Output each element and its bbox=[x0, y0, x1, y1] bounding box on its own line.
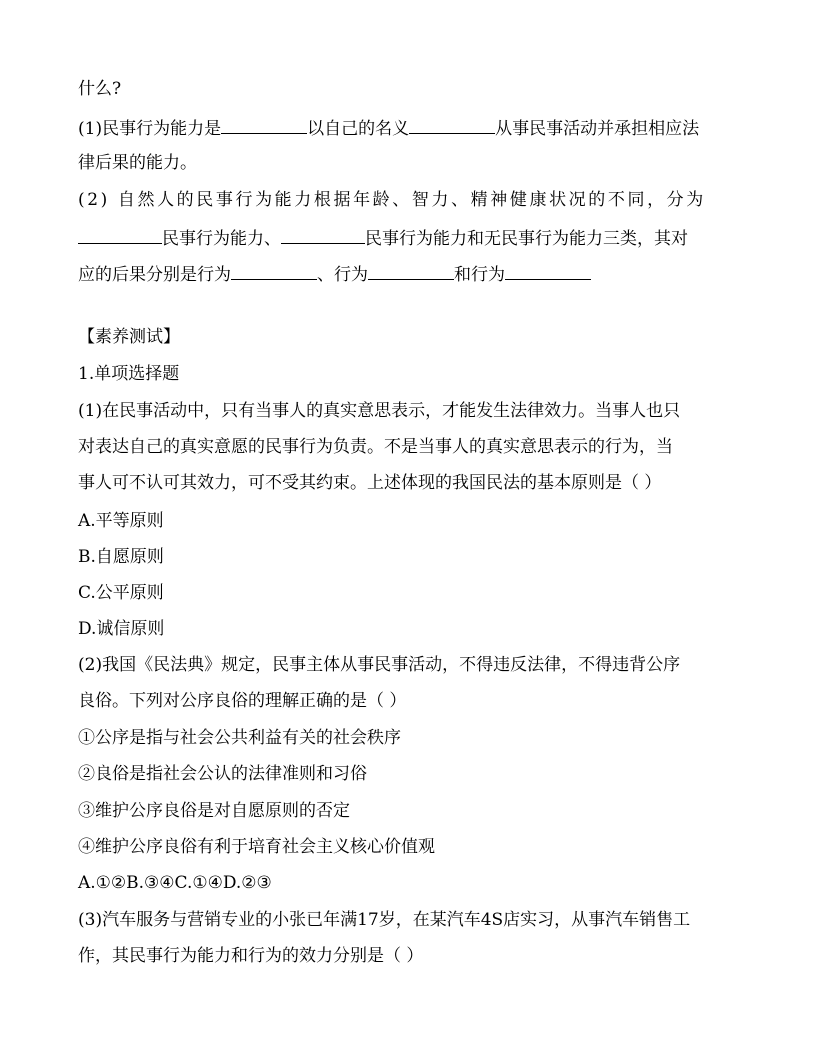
text: (1)在民事活动中，只有当事人的真实意思表示，才能发生法律效力。当事人也只 bbox=[78, 401, 681, 421]
text: 【素养测试】 bbox=[78, 327, 180, 347]
q3-line-2 bbox=[78, 945, 742, 967]
text: 从事民事活动并承担相应法 bbox=[495, 119, 700, 139]
q2-item-1 bbox=[78, 727, 742, 749]
question-2-line-1 bbox=[78, 189, 742, 211]
text: ④维护公序良俗有利于培育社会主义核心价值观 bbox=[78, 837, 435, 857]
q1-option-c bbox=[78, 582, 742, 604]
fill-blank bbox=[231, 262, 317, 280]
text: (2)我国《民法典》规定，民事主体从事民事活动，不得违反法律，不得违背公序 bbox=[78, 655, 681, 675]
text: ①公序是指与社会公共利益有关的社会秩序 bbox=[78, 728, 401, 748]
q1-option-a bbox=[78, 510, 742, 532]
q2-options bbox=[78, 872, 742, 894]
section-title bbox=[78, 326, 742, 348]
text: (2) 自然人的民事行为能力根据年龄、智力、精神健康状况的不同，分为 bbox=[78, 190, 706, 210]
q2-item-4 bbox=[78, 836, 742, 858]
text: 、行为 bbox=[317, 265, 368, 285]
text-line bbox=[78, 78, 742, 100]
text: 民事行为能力、 bbox=[162, 229, 281, 249]
fill-blank bbox=[505, 262, 591, 280]
text: 1.单项选择题 bbox=[78, 364, 180, 384]
text: (3)汽车服务与营销专业的小张已年满17岁，在某汽车4S店实习，从事汽车销售工 bbox=[78, 910, 691, 930]
text: ②良俗是指社会公认的法律准则和习俗 bbox=[78, 764, 367, 784]
text: 律后果的能力。 bbox=[78, 153, 197, 173]
question-1-line-1 bbox=[78, 116, 742, 138]
q3-line-1 bbox=[78, 909, 742, 931]
q1-option-d bbox=[78, 618, 742, 640]
text: (1)民事行为能力是 bbox=[78, 119, 222, 139]
q2-item-3 bbox=[78, 800, 742, 822]
text: 以自己的名义 bbox=[307, 119, 410, 139]
sub-title bbox=[78, 363, 742, 385]
question-2-line-3 bbox=[78, 262, 742, 284]
text: 应的后果分别是行为 bbox=[78, 265, 231, 285]
q2-item-2 bbox=[78, 763, 742, 785]
text: 什么? bbox=[78, 79, 122, 99]
question-1-line-2 bbox=[78, 152, 742, 174]
q2-line-2 bbox=[78, 690, 742, 712]
text: 良俗。下列对公序良俗的理解正确的是（ ） bbox=[78, 691, 407, 711]
text: 事人可不认可其效力，可不受其约束。上述体现的我国民法的基本原则是（ ） bbox=[78, 473, 662, 493]
fill-blank bbox=[409, 116, 495, 134]
fill-blank bbox=[221, 116, 307, 134]
text: C.公平原则 bbox=[78, 583, 164, 603]
q1-line-2 bbox=[78, 436, 742, 458]
q2-line-1 bbox=[78, 654, 742, 676]
fill-blank bbox=[78, 226, 162, 244]
q1-line-3 bbox=[78, 472, 742, 494]
text: D.诚信原则 bbox=[78, 619, 165, 639]
text: 作，其民事行为能力和行为的效力分别是（ ） bbox=[78, 946, 424, 966]
text: A.①②B.③④C.①④D.②③ bbox=[78, 873, 272, 893]
q1-option-b bbox=[78, 546, 742, 568]
fill-blank bbox=[368, 262, 454, 280]
question-2-line-2 bbox=[78, 226, 742, 248]
text: 对表达自己的真实意愿的民事行为负责。不是当事人的真实意思表示的行为，当 bbox=[78, 437, 673, 457]
text: 民事行为能力和无民事行为能力三类，其对 bbox=[365, 229, 688, 249]
text: ③维护公序良俗是对自愿原则的否定 bbox=[78, 801, 350, 821]
text: B.自愿原则 bbox=[78, 547, 164, 567]
q1-line-1 bbox=[78, 400, 742, 422]
text: A.平等原则 bbox=[78, 511, 164, 531]
fill-blank bbox=[281, 226, 365, 244]
text: 和行为 bbox=[454, 265, 505, 285]
